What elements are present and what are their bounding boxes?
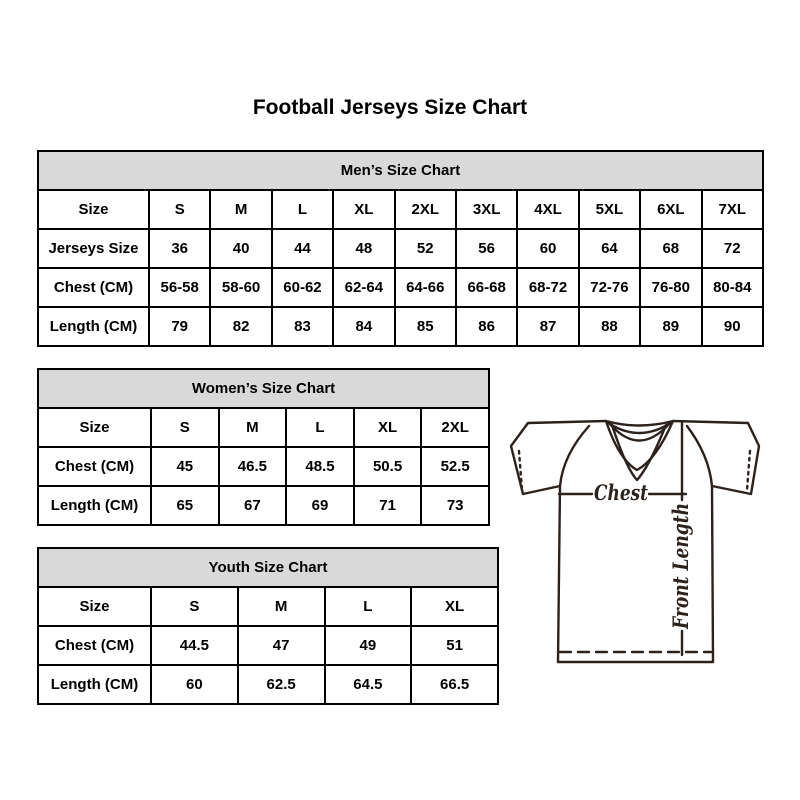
table-row (38, 447, 489, 486)
value-cell: 52 (395, 229, 456, 268)
value-cell: 45 (151, 447, 219, 486)
value-cell: 46.5 (219, 447, 287, 486)
value-cell: 83 (272, 307, 333, 346)
value-cell: L (325, 587, 412, 626)
value-cell: 87 (517, 307, 578, 346)
value-cell: 90 (702, 307, 763, 346)
value-cell: 56-58 (149, 268, 210, 307)
value-cell: M (238, 587, 325, 626)
value-cell: 7XL (702, 190, 763, 229)
jersey-measurement-diagram (503, 410, 767, 688)
value-cell: 66.5 (411, 665, 498, 704)
row-label-cell: Chest (CM) (38, 447, 151, 486)
row-label-cell: Size (38, 190, 149, 229)
value-cell: 40 (210, 229, 271, 268)
value-cell: 68 (640, 229, 701, 268)
value-cell: 50.5 (354, 447, 422, 486)
table-row (38, 307, 763, 346)
value-cell: 4XL (517, 190, 578, 229)
value-cell: 72 (702, 229, 763, 268)
value-cell: M (210, 190, 271, 229)
youth-size-table (37, 547, 499, 705)
table-header-row (38, 151, 763, 190)
value-cell: 47 (238, 626, 325, 665)
value-cell: 84 (333, 307, 394, 346)
value-cell: 80-84 (702, 268, 763, 307)
value-cell: 62-64 (333, 268, 394, 307)
chest-label: Chest (594, 480, 649, 505)
value-cell: 2XL (421, 408, 489, 447)
value-cell: XL (411, 587, 498, 626)
value-cell: 65 (151, 486, 219, 525)
row-label-cell: Jerseys Size (38, 229, 149, 268)
womens-table-title: Women’s Size Chart (38, 369, 489, 408)
value-cell: 72-76 (579, 268, 640, 307)
value-cell: 44.5 (151, 626, 238, 665)
value-cell: 36 (149, 229, 210, 268)
value-cell: 56 (456, 229, 517, 268)
value-cell: 85 (395, 307, 456, 346)
value-cell: 48 (333, 229, 394, 268)
value-cell: 64 (579, 229, 640, 268)
value-cell: M (219, 408, 287, 447)
value-cell: S (149, 190, 210, 229)
value-cell: 62.5 (238, 665, 325, 704)
table-row (38, 665, 498, 704)
table-header-row (38, 369, 489, 408)
value-cell: 6XL (640, 190, 701, 229)
value-cell: 60 (151, 665, 238, 704)
table-row (38, 626, 498, 665)
value-cell: 60 (517, 229, 578, 268)
value-cell: S (151, 587, 238, 626)
mens-table-body (38, 190, 763, 346)
value-cell: XL (354, 408, 422, 447)
value-cell: 49 (325, 626, 412, 665)
value-cell: 88 (579, 307, 640, 346)
row-label-cell: Size (38, 408, 151, 447)
value-cell: 66-68 (456, 268, 517, 307)
value-cell: 5XL (579, 190, 640, 229)
value-cell: 58-60 (210, 268, 271, 307)
value-cell: 44 (272, 229, 333, 268)
table-header-row (38, 548, 498, 587)
value-cell: 60-62 (272, 268, 333, 307)
value-cell: S (151, 408, 219, 447)
value-cell: 67 (219, 486, 287, 525)
value-cell: 79 (149, 307, 210, 346)
front-length-label: Front Length (668, 474, 693, 629)
row-label-cell: Size (38, 587, 151, 626)
value-cell: 89 (640, 307, 701, 346)
mens-size-table (37, 150, 764, 347)
value-cell: 3XL (456, 190, 517, 229)
table-row (38, 229, 763, 268)
womens-table-body (38, 408, 489, 525)
youth-table-body (38, 587, 498, 704)
value-cell: 68-72 (517, 268, 578, 307)
table-row (38, 408, 489, 447)
table-row (38, 587, 498, 626)
value-cell: 52.5 (421, 447, 489, 486)
value-cell: 71 (354, 486, 422, 525)
row-label-cell: Chest (CM) (38, 268, 149, 307)
value-cell: 51 (411, 626, 498, 665)
jersey-outline (511, 421, 759, 662)
row-label-cell: Length (CM) (38, 486, 151, 525)
table-row (38, 268, 763, 307)
value-cell: L (286, 408, 354, 447)
row-label-cell: Chest (CM) (38, 626, 151, 665)
value-cell: 48.5 (286, 447, 354, 486)
value-cell: 82 (210, 307, 271, 346)
value-cell: 73 (421, 486, 489, 525)
value-cell: 69 (286, 486, 354, 525)
table-row (38, 486, 489, 525)
value-cell: 76-80 (640, 268, 701, 307)
row-label-cell: Length (CM) (38, 307, 149, 346)
table-row (38, 190, 763, 229)
value-cell: 64-66 (395, 268, 456, 307)
womens-size-table (37, 368, 490, 526)
value-cell: 86 (456, 307, 517, 346)
value-cell: 2XL (395, 190, 456, 229)
mens-table-title: Men’s Size Chart (38, 151, 763, 190)
row-label-cell: Length (CM) (38, 665, 151, 704)
value-cell: XL (333, 190, 394, 229)
youth-table-title: Youth Size Chart (38, 548, 498, 587)
value-cell: L (272, 190, 333, 229)
value-cell: 64.5 (325, 665, 412, 704)
page-title: Football Jerseys Size Chart (252, 96, 528, 119)
